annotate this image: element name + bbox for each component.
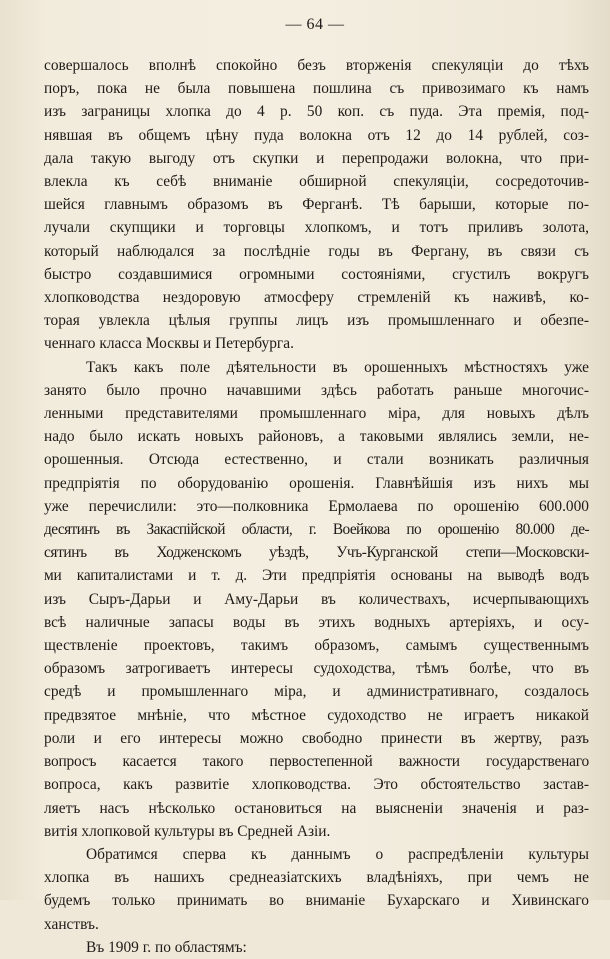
text-line: влекла къ себѣ вниманіе обширной спекуляціи, сосредоточив- — [44, 173, 589, 191]
text-line: занято было прочно начавшими здѣсь работать раньше многочис- — [44, 381, 589, 399]
text-line: будемъ только принимать во вниманіе Бухарскаго и Хивинскаго — [44, 892, 589, 910]
text-line: предпріятія по оборудованію орошенія. Главнѣйшія изъ нихъ мы — [44, 474, 589, 492]
text-line: десятинъ въ Закаспійской области, г. Воейкова по орошенію 80.000 де- — [44, 521, 589, 539]
text-line: нявшая въ общемъ цѣну пуда волокна отъ 12 до 14 рублей, соз- — [44, 126, 589, 144]
text-line: ленными представителями промышленнаго міра, для новыхъ дѣлъ — [44, 405, 589, 423]
text-line: ми капиталистами и т. д. Эти предпріятія основаны на выводѣ водъ — [44, 567, 589, 585]
text-line: вопросъ касается такого первостепенной важности государственаго — [44, 753, 589, 771]
text-line: быстро создавшимися огромными состояніями, сгустилъ вокругъ — [44, 265, 589, 283]
text-line: ществленіе проектовъ, такимъ образомъ, самымъ существеннымъ — [44, 637, 589, 655]
paragraph-2 — [44, 356, 589, 843]
page-number: — 64 — — [285, 16, 345, 33]
text-line: витія хлопковой культуры въ Средней Азіи. — [44, 822, 331, 840]
text-line: всѣ наличные запасы воды въ этихъ водныхъ артеріяхъ, и осу- — [44, 613, 589, 631]
text-line: дала такую выгоду отъ скупки и перепродажи волокна, что при- — [44, 149, 589, 167]
text-line: поръ, пока не была повышена пошлина съ привозимаго къ намъ — [44, 80, 589, 98]
text-line: средѣ и промышленнаго міра, и административнаго, создалось — [44, 683, 589, 701]
text-line: вопроса, какъ развитіе хлопководства. Это обстоятельство застав- — [44, 776, 589, 794]
paragraph-1 — [44, 54, 589, 356]
text-line: надо было искать новыхъ районовъ, а таковыми являлись земли, не- — [44, 428, 589, 446]
paragraph-4 — [44, 936, 589, 959]
text-line: который наблюдался за послѣдніе годы въ Фергану, въ связи съ — [44, 242, 589, 260]
text-line: Въ 1909 г. по областямъ: — [86, 938, 247, 956]
text-line: роли и его интересы можно свободно принести въ жертву, разъ — [44, 729, 589, 747]
text-line: лучали скупщики и торговцы хлопкомъ, и тотъ приливъ золота, — [44, 219, 589, 237]
text-line: торая увлекла цѣлыя группы лицъ изъ промышленнаго и обезпе- — [44, 312, 589, 330]
text-line: хлопководства нездоровую атмосферу стремленій къ наживѣ, ко- — [44, 289, 589, 307]
text-line: изъ Сыръ-Дарьи и Аму-Дарьи въ количествахъ, исчерпывающихъ — [44, 590, 589, 608]
text-line: образомъ затрогиваетъ интересы судоходства, тѣмъ болѣе, что въ — [44, 660, 589, 678]
text-line: ляетъ насъ нѣсколько остановиться на выясненіи значенія и раз- — [44, 799, 589, 817]
text-line: Такъ какъ поле дѣятельности въ орошенныхъ мѣстностяхъ уже — [86, 358, 589, 376]
text-line: ханствъ. — [44, 915, 99, 933]
text-line: хлопка въ нашихъ среднеазіатскихъ владѣніяхъ, при чемъ не — [44, 869, 589, 887]
body-text — [44, 54, 589, 959]
text-line: шейся главнымъ образомъ въ Ферганѣ. Тѣ барыши, которые по- — [44, 196, 589, 214]
text-line: сятинъ въ Ходженскомъ уѣздѣ, Учъ-Курганской степи—Московски- — [44, 544, 589, 562]
text-line: совершалось вполнѣ спокойно безъ вторженія спекуляціи до тѣхъ — [44, 57, 589, 74]
text-line: орошенныя. Отсюда естественно, и стали возникать различныя — [44, 451, 589, 469]
text-line: изъ заграницы хлопка до 4 р. 50 коп. съ пуда. Эта премія, под- — [44, 103, 589, 121]
text-line: Обратимся сперва къ даннымъ о распредѣленіи культуры — [86, 845, 589, 863]
text-line: уже перечислили: это—полковника Ермолаева по орошенію 600.000 — [44, 497, 589, 515]
text-line: предвзятое мнѣніе, что мѣстное судоходство не играетъ никакой — [44, 706, 589, 724]
text-line: ченнаго класса Москвы и Петербурга. — [44, 335, 294, 353]
paragraph-3 — [44, 843, 589, 936]
